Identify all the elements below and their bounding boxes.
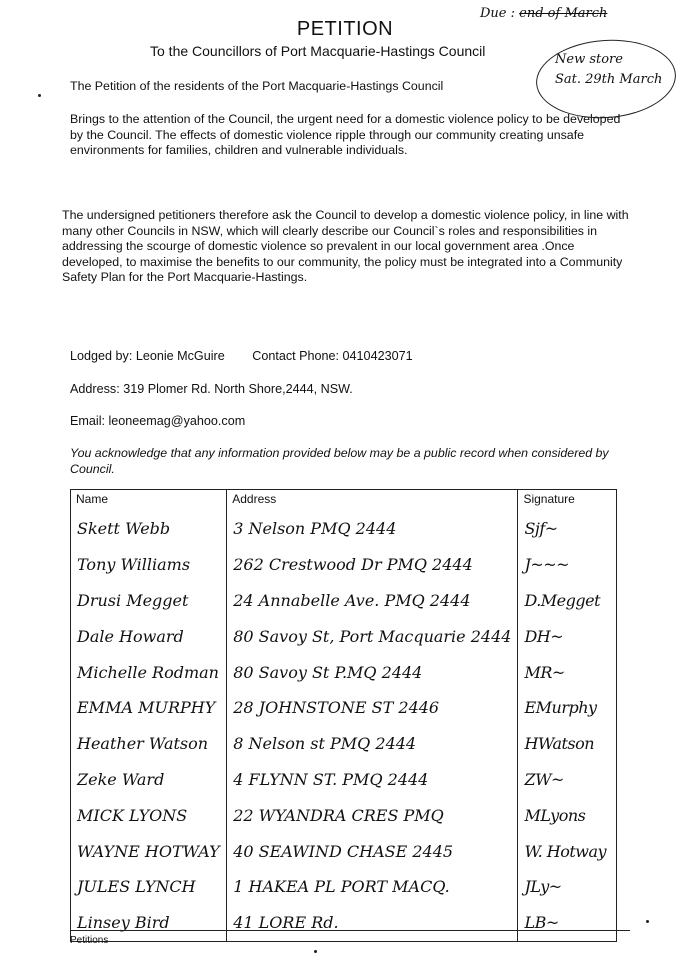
cell-address: 22 WYANDRA CRES PMQ <box>227 797 518 833</box>
cell-address: 24 Annabelle Ave. PMQ 2444 <box>227 583 518 619</box>
scan-speck <box>38 94 41 97</box>
table-row <box>71 690 617 726</box>
header-name: Name <box>71 490 227 512</box>
cell-address: 80 Savoy St P.MQ 2444 <box>227 654 518 690</box>
cell-signature: J~~~ <box>524 555 570 575</box>
cell-address: 41 LORE Rd. <box>227 905 518 941</box>
cell-name: Zeke Ward <box>71 762 227 798</box>
table-header-row <box>71 490 617 512</box>
cell-address: 3 Nelson PMQ 2444 <box>227 511 518 547</box>
cell-address: 8 Nelson st PMQ 2444 <box>227 726 518 762</box>
scan-speck <box>314 950 317 953</box>
petition-intro: The Petition of the residents of the Port Macquarie-Hastings Council <box>70 79 444 93</box>
table-row <box>71 618 617 654</box>
cell-name: MICK LYONS <box>71 797 227 833</box>
new-store-line2: Sat. 29th March <box>555 72 663 87</box>
cell-name: Tony Williams <box>71 547 227 583</box>
cell-signature: MLyons <box>524 805 586 825</box>
table-row <box>71 833 617 869</box>
cell-name: Dale Howard <box>71 618 227 654</box>
cell-signature: JLy~ <box>524 877 562 897</box>
table-row <box>71 762 617 798</box>
cell-address: 1 HAKEA PL PORT MACQ. <box>227 869 518 905</box>
cell-address: 80 Savoy St, Port Macquarie 2444 <box>227 618 518 654</box>
cell-name: EMMA MURPHY <box>71 690 227 726</box>
footer-label: Petitions <box>70 935 109 946</box>
table-row <box>71 797 617 833</box>
cell-address: 40 SEAWIND CHASE 2445 <box>227 833 518 869</box>
cell-name: Drusi Megget <box>71 583 227 619</box>
contact-phone: Contact Phone: 0410423071 <box>252 349 413 363</box>
due-prefix: Due : <box>480 6 516 21</box>
table-row <box>71 654 617 690</box>
cell-name: Skett Webb <box>71 511 227 547</box>
petition-addressee: To the Councillors of Port Macquarie-Hastings Council <box>150 43 486 59</box>
cell-name: Michelle Rodman <box>71 654 227 690</box>
table-row <box>71 583 617 619</box>
table-row <box>71 511 617 547</box>
due-struck-text: end of March <box>519 6 608 21</box>
cell-address: 28 JOHNSTONE ST 2446 <box>227 690 518 726</box>
signature-table <box>70 489 617 942</box>
petition-request-paragraph: The undersigned petitioners therefore ask the Council to develop a domestic violence policy, in line with many other Councils in NSW, which will clearly describe our Council`s roles and responsibilities in addressing the scourge of domestic violence so prevalent in our local government area .Once developed, to maximise the benefits to our community, the policy must be integrated into a Community Safety Plan for the Port Macquarie-Hastings. <box>62 208 629 284</box>
cell-signature: D.Megget <box>524 590 601 610</box>
lodger-line <box>70 349 437 363</box>
public-record-acknowledgement: You acknowledge that any information provided below may be a public record when considered by Council. <box>70 446 609 476</box>
cell-name: Heather Watson <box>71 726 227 762</box>
petition-title: PETITION <box>296 18 394 40</box>
cell-signature: ZW~ <box>524 769 564 789</box>
cell-signature: EMurphy <box>524 698 597 718</box>
handwritten-new-store-note <box>555 50 675 90</box>
cell-signature: W. Hotway <box>524 841 607 861</box>
footer-divider <box>70 930 630 931</box>
table-row <box>71 547 617 583</box>
new-store-line1: New store <box>555 52 623 67</box>
lodged-by: Lodged by: Leonie McGuire <box>70 349 225 363</box>
cell-address: 4 FLYNN ST. PMQ 2444 <box>227 762 518 798</box>
cell-signature: Sjf~ <box>524 519 558 539</box>
cell-signature: MR~ <box>524 662 565 682</box>
cell-name: JULES LYNCH <box>71 869 227 905</box>
petition-brings-paragraph: Brings to the attention of the Council, the urgent need for a domestic violence policy to be developed by the Council. The effects of domestic violence ripple through our community creating unsafe environments for families, children and vulnerable individuals. <box>70 112 621 157</box>
header-address: Address <box>227 490 518 512</box>
table-row <box>71 905 617 941</box>
cell-signature: DH~ <box>524 626 564 646</box>
lodger-email: Email: leoneemag@yahoo.com <box>70 414 246 428</box>
cell-address: 262 Crestwood Dr PMQ 2444 <box>227 547 518 583</box>
table-row <box>71 869 617 905</box>
lodger-address: Address: 319 Plomer Rd. North Shore,2444, NSW. <box>70 382 353 396</box>
scan-speck <box>646 920 649 923</box>
header-signature: Signature <box>523 492 575 506</box>
cell-signature: HWatson <box>524 734 595 754</box>
cell-name: WAYNE HOTWAY <box>71 833 227 869</box>
cell-signature: LB~ <box>524 913 559 933</box>
cell-name: Linsey Bird <box>71 905 227 941</box>
table-row <box>71 726 617 762</box>
